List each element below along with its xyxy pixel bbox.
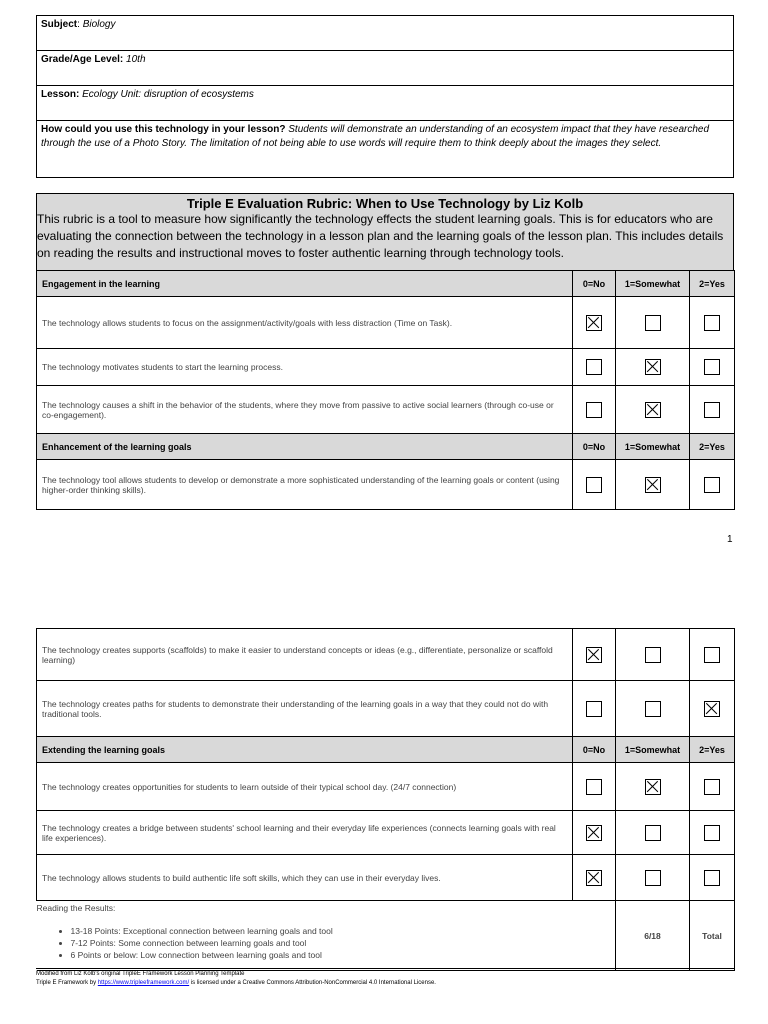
rubric-item-row (37, 297, 735, 349)
rubric-item-row (37, 855, 735, 901)
checkbox-no[interactable] (586, 359, 602, 375)
rubric-item-text: The technology creates supports (scaffolds) to make it easier to understand concepts or ideas (e.g., differentiate, personalize or scaffold learning) (37, 629, 573, 681)
score-cell-no (573, 297, 616, 349)
rubric-table-page2 (36, 628, 735, 971)
footer-line1: Modified from Liz Kolb's original TripleE Framework Lesson Planning Template (36, 971, 245, 977)
rubric-item-row (37, 681, 735, 737)
rubric-item-text: The technology tool allows students to develop or demonstrate a more sophisticated understanding of the learning goals or content (using higher-order thinking skills). (37, 460, 573, 510)
section-header-row (37, 271, 735, 297)
footer-line2 (36, 979, 734, 988)
section-heading: Enhancement of the learning goals (37, 434, 573, 460)
section-heading: Extending the learning goals (37, 737, 573, 763)
grade-label: Grade/Age Level: (41, 54, 124, 65)
rubric-item-text: The technology causes a shift in the behavior of the students, where they move from passive to active social learners (through co-use or co-engagement). (37, 386, 573, 434)
score-cell-somewhat (616, 811, 690, 855)
checkbox-yes[interactable] (704, 359, 720, 375)
rubric-item-row (37, 629, 735, 681)
score-cell-yes (690, 681, 735, 737)
checkbox-no[interactable] (586, 779, 602, 795)
checkbox-yes[interactable] (704, 825, 720, 841)
checkbox-yes[interactable] (704, 315, 720, 331)
reading-results (37, 901, 616, 971)
checkbox-somewhat[interactable] (645, 477, 661, 493)
rubric-title-block (36, 193, 734, 270)
rubric-item-row (37, 811, 735, 855)
score-cell-somewhat (616, 460, 690, 510)
footer-prefix: Triple E Framework by (36, 980, 98, 986)
col-yes-header: 2=Yes (690, 434, 735, 460)
results-row (37, 901, 735, 971)
score-cell-yes (690, 386, 735, 434)
score-cell-no (573, 386, 616, 434)
checkbox-somewhat[interactable] (645, 359, 661, 375)
score-cell-somewhat (616, 629, 690, 681)
grade-value: 10th (126, 54, 146, 65)
checkbox-no[interactable] (586, 701, 602, 717)
lesson-value: Ecology Unit: disruption of ecosystems (82, 89, 254, 100)
score-cell-somewhat (616, 349, 690, 386)
rubric-description: This rubric is a tool to measure how significantly the technology effects the student learning goals. This is for educators who are evaluating the connection between the technology in a lesson plan and the learning goals of the lesson plan. This includes details on reading the results and instructional moves to foster authentic learning through technology tools. (37, 212, 724, 260)
checkbox-somewhat[interactable] (645, 779, 661, 795)
checkbox-yes[interactable] (704, 701, 720, 717)
rubric-item-text: The technology allows students to focus on the assignment/activity/goals with less distraction (Time on Task). (37, 297, 573, 349)
lesson-label: Lesson: (41, 89, 80, 100)
checkbox-somewhat[interactable] (645, 402, 661, 418)
page-number: 1 (727, 534, 733, 545)
subject-label: Subject (41, 19, 78, 30)
col-somewhat-header: 1=Somewhat (616, 271, 690, 297)
col-no-header: 0=No (573, 271, 616, 297)
rubric-item-row (37, 386, 735, 434)
rubric-item-text: The technology creates a bridge between students' school learning and their everyday life experiences (connects learning goals with real life experiences). (37, 811, 573, 855)
col-yes-header: 2=Yes (690, 737, 735, 763)
col-somewhat-header: 1=Somewhat (616, 737, 690, 763)
grade-row (36, 50, 734, 85)
score-cell-no (573, 811, 616, 855)
score-cell-somewhat (616, 386, 690, 434)
col-yes-header: 2=Yes (690, 271, 735, 297)
question-label: How could you use this technology in your lesson? (41, 124, 286, 135)
col-no-header: 0=No (573, 737, 616, 763)
score-cell-no (573, 855, 616, 901)
checkbox-somewhat[interactable] (645, 701, 661, 717)
checkbox-somewhat[interactable] (645, 870, 661, 886)
footer (36, 968, 734, 988)
checkbox-no[interactable] (586, 477, 602, 493)
rubric-item-row (37, 349, 735, 386)
results-item: • 13-18 Points: Exceptional connection between learning goals and tool (71, 925, 616, 937)
checkbox-yes[interactable] (704, 870, 720, 886)
score-cell-yes (690, 855, 735, 901)
rubric-title: Triple E Evaluation Rubric: When to Use Technology by Liz Kolb (186, 196, 584, 211)
reading-results-title: Reading the Results: (36, 903, 116, 913)
results-item: • 6 Points or below: Low connection between learning goals and tool (71, 949, 616, 961)
total-label: Total (690, 901, 735, 971)
rubric-item-text: The technology creates paths for students to demonstrate their understanding of the learning goals in a way that they could not do with traditional tools. (37, 681, 573, 737)
results-item: • 7-12 Points: Some connection between learning goals and tool (71, 937, 616, 949)
lesson-row (36, 85, 734, 120)
score-cell-somewhat (616, 855, 690, 901)
checkbox-no[interactable] (586, 315, 602, 331)
score-cell-yes (690, 460, 735, 510)
score-cell-yes (690, 763, 735, 811)
score-cell-yes (690, 349, 735, 386)
checkbox-no[interactable] (586, 402, 602, 418)
score-cell-yes (690, 811, 735, 855)
rubric-item-text: The technology motivates students to start the learning process. (37, 349, 573, 386)
checkbox-no[interactable] (586, 825, 602, 841)
score-cell-yes (690, 297, 735, 349)
subject-row: Subject: Biology (36, 15, 734, 50)
rubric-item-text: The technology creates opportunities for students to learn outside of their typical school day. (24/7 connection) (37, 763, 573, 811)
rubric-item-row (37, 460, 735, 510)
score-value: 6/18 (616, 901, 690, 971)
checkbox-yes[interactable] (704, 779, 720, 795)
rubric-table-page1 (36, 270, 735, 510)
question-answer: Students will demonstrate an understanding of an ecosystem impact that they have researched through the use of a Photo Story. The limitation of not being able to use words will require them to think deeply about the images they select. (41, 124, 710, 149)
score-cell-no (573, 460, 616, 510)
section-header-row (37, 434, 735, 460)
subject-value: Biology (82, 19, 116, 30)
checkbox-somewhat[interactable] (645, 315, 661, 331)
score-cell-somewhat (616, 763, 690, 811)
score-cell-no (573, 629, 616, 681)
section-heading: Engagement in the learning (37, 271, 573, 297)
score-cell-yes (690, 629, 735, 681)
rubric-item-row (37, 763, 735, 811)
col-somewhat-header: 1=Somewhat (616, 434, 690, 460)
footer-link[interactable]: https://www.tripleeframework.com/ (97, 980, 190, 986)
question-row (36, 120, 734, 178)
col-no-header: 0=No (573, 434, 616, 460)
checkbox-yes[interactable] (704, 647, 720, 663)
checkbox-yes[interactable] (704, 477, 720, 493)
checkbox-no[interactable] (586, 647, 602, 663)
checkbox-somewhat[interactable] (645, 647, 661, 663)
score-cell-somewhat (616, 297, 690, 349)
checkbox-yes[interactable] (704, 402, 720, 418)
score-cell-somewhat (616, 681, 690, 737)
score-cell-no (573, 763, 616, 811)
checkbox-somewhat[interactable] (645, 825, 661, 841)
score-cell-no (573, 349, 616, 386)
footer-suffix: is licensed under a Creative Commons Attribution-NonCommercial 4.0 International License. (189, 980, 436, 986)
checkbox-no[interactable] (586, 870, 602, 886)
section-header-row (37, 737, 735, 763)
results-list (37, 925, 616, 961)
score-cell-no (573, 681, 616, 737)
rubric-item-text: The technology allows students to build authentic life soft skills, which they can use in their everyday lives. (37, 855, 573, 901)
